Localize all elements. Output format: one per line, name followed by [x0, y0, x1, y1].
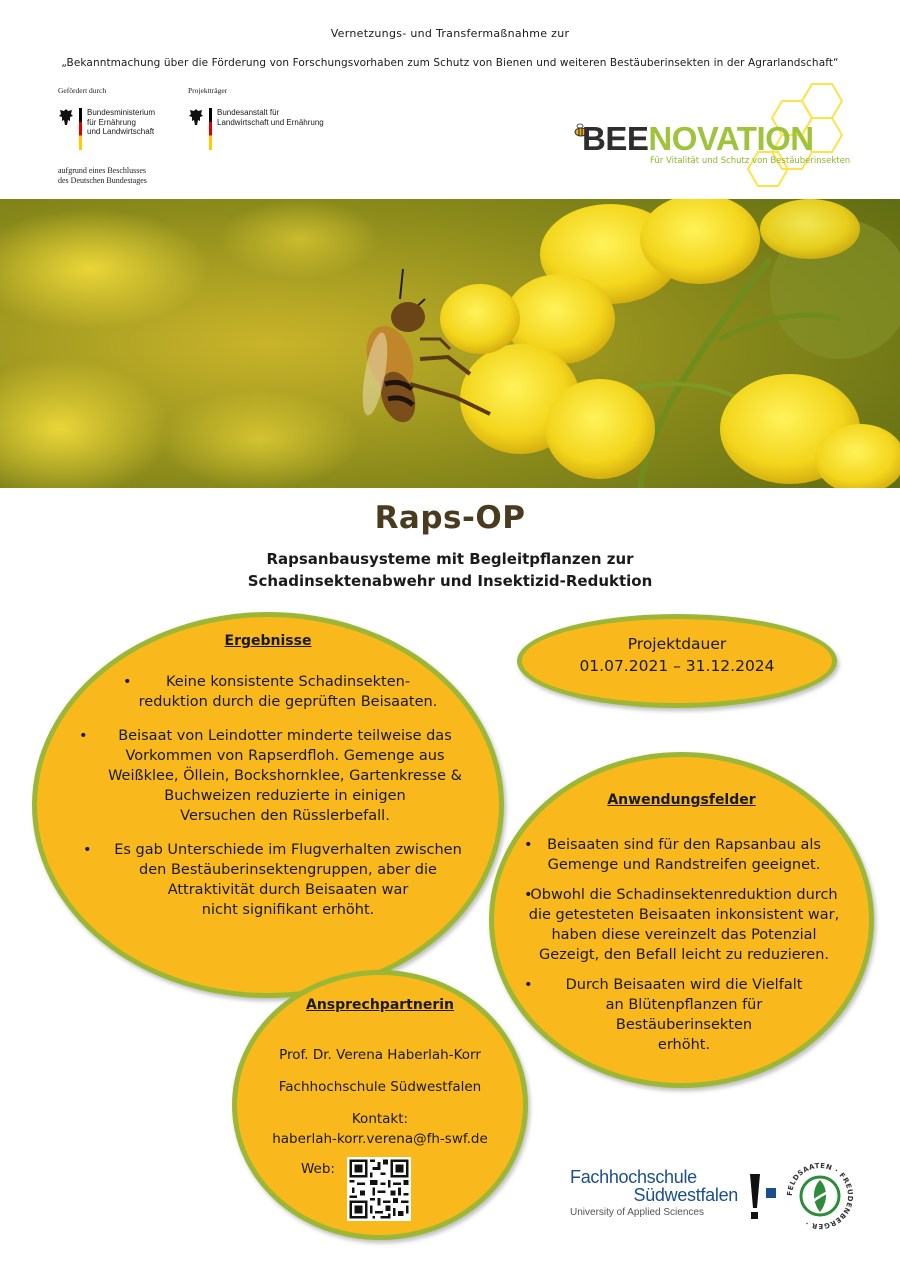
ergebnisse-heading: Ergebnisse — [224, 633, 312, 649]
contact-name: Prof. Dr. Verena Haberlah-Korr — [279, 1047, 481, 1063]
ministry-name: Bundesministerium für Ernährung und Landwirtschaft — [87, 108, 156, 136]
ministry-logo — [58, 108, 155, 150]
list-item: • Durch Beisaaten wird die Vielfalt an Blütenpflanzen für Bestäuberinsekten erhöht. — [524, 975, 844, 1055]
fh-exclamation-icon — [746, 1172, 782, 1222]
projektdauer-label: Projektdauer — [627, 635, 727, 653]
qr-code-icon[interactable] — [347, 1157, 411, 1221]
hero-image-bee-on-rapeseed — [0, 199, 900, 488]
ansprechpartnerin-heading: Ansprechpartnerin — [305, 997, 455, 1013]
anwendungsfelder-bubble — [489, 752, 874, 1088]
beenovation-tagline: Für Vitalität und Schutz von Bestäuberinsekten — [650, 156, 851, 166]
fh-suedwestfalen-logo: Fachhochschule Südwestfalen University of Applied Sciences — [570, 1167, 738, 1218]
ergebnisse-bubble — [32, 612, 504, 998]
list-item: • Keine konsistente Schadinsekten- reduktion durch die geprüften Beisaaten. — [99, 672, 477, 712]
contact-email[interactable]: haberlah-korr.verena@fh-swf.de — [272, 1131, 488, 1147]
federal-eagle-icon — [188, 108, 204, 126]
anwendungsfelder-list — [524, 835, 844, 1065]
feldsaaten-ring-text: FELDSAATEN · FREUDENBERGER · — [785, 1161, 855, 1231]
feldsaaten-freudenberger-logo — [784, 1160, 856, 1232]
web-label: Web: — [301, 1161, 335, 1177]
beenovation-logo — [568, 80, 858, 190]
contact-label: Kontakt: — [351, 1111, 409, 1127]
projektdauer-dates: 01.07.2021 – 31.12.2024 — [579, 657, 775, 675]
federal-eagle-icon — [58, 108, 74, 126]
agency-logo — [188, 108, 324, 150]
project-label: Projektträger — [188, 86, 228, 95]
ergebnisse-list — [99, 672, 477, 934]
list-item: • Es gab Unterschiede im Flugverhalten zwischen den Bestäuberinsektengruppen, aber die Attraktivität durch Beisaaten war nicht signifikant erhöht. — [99, 840, 477, 920]
list-item: • Beisaaten sind für den Rapsanbau als Gemenge und Randstreifen geeignet. — [524, 835, 844, 875]
bundestag-note: aufgrund eines Beschlusses des Deutschen Bundestages — [58, 166, 147, 185]
funded-by-label: Gefördert durch — [58, 86, 107, 95]
page-title: Raps-OP — [374, 500, 526, 536]
ansprechpartnerin-bubble — [232, 970, 528, 1240]
agency-name: Bundesanstalt für Landwirtschaft und Ernährung — [217, 108, 324, 127]
list-item: • Beisaat von Leindotter minderte teilweise das Vorkommen von Rapserdfloh. Gemenge aus Weißklee, Öllein, Bockshornklee, Gartenkresse & Buchweizen reduzierte in einigen Versuchen den Rüsslerbefall. — [85, 726, 485, 826]
contact-institution: Fachhochschule Südwestfalen — [278, 1079, 482, 1095]
header-line-1: Vernetzungs- und Transfermaßnahme zur — [330, 27, 570, 40]
list-item: • Obwohl die Schadinsektenreduktion durch die getesteten Beisaaten inkonsistent war, haben diese vereinzelt das Potenzial Gezeigt, den Befall leicht zu reduzieren. — [524, 885, 844, 965]
german-flag-bar — [79, 108, 82, 150]
header-line-2: „Bekanntmachung über die Förderung von Forschungsvorhaben zum Schutz von Bienen und weiteren Bestäuberinsekten in der Agrarlandschaft“ — [61, 57, 839, 69]
projektdauer-bubble — [517, 614, 837, 708]
page-subtitle: Rapsanbausysteme mit Begleitpflanzen zur Schadinsektenabwehr und Insektizid-Reduktion — [247, 550, 653, 590]
anwendungsfelder-heading: Anwendungsfelder — [607, 792, 756, 808]
german-flag-bar — [209, 108, 212, 150]
beenovation-wordmark: BEENOVATION — [582, 120, 814, 157]
